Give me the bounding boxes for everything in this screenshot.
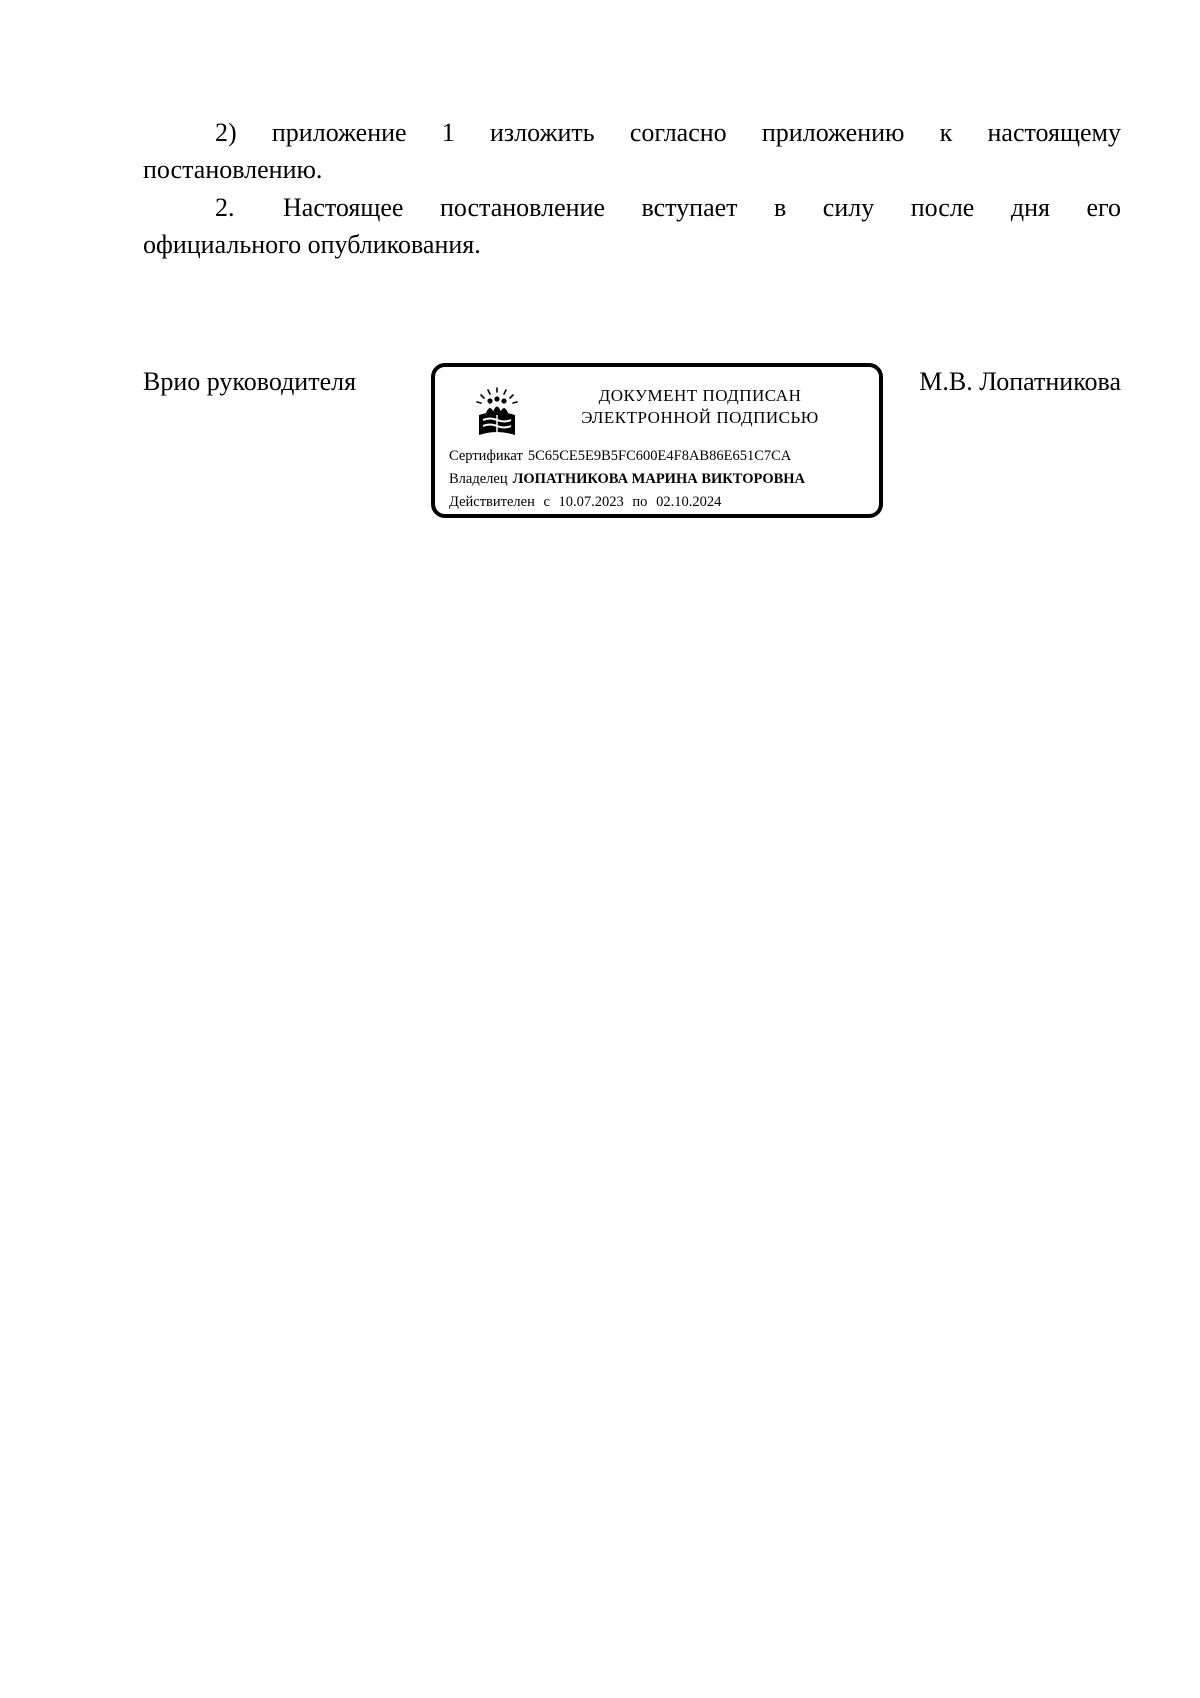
electronic-signature-stamp bbox=[431, 363, 883, 518]
valid-label: Действителен bbox=[449, 494, 535, 510]
signer-position: Врио руководителя bbox=[143, 367, 357, 396]
coat-of-arms-icon bbox=[471, 385, 523, 439]
paragraph-text-line2: официального опубликования. bbox=[143, 230, 481, 259]
valid-from-date: 10.07.2023 bbox=[558, 494, 624, 510]
certificate-label: Сертификат bbox=[449, 448, 523, 464]
valid-from-label: с bbox=[543, 494, 550, 510]
paragraph-number: 2) bbox=[215, 118, 237, 147]
valid-to-label: по bbox=[632, 494, 648, 510]
signer-name: М.В. Лопатникова bbox=[919, 367, 1121, 396]
certificate-value: 5C65CE5E9B5FC600E4F8AB86E651C7CA bbox=[527, 448, 792, 464]
paragraph-item-2-appendix bbox=[143, 114, 1121, 188]
paragraph-number: 2. bbox=[215, 193, 235, 222]
paragraph-text-line1: Настоящее постановление вступает в силу после дня его bbox=[283, 193, 1121, 222]
owner-label: Владелец bbox=[449, 471, 508, 487]
stamp-title-line2: ЭЛЕКТРОННОЙ ПОДПИСЬЮ bbox=[581, 408, 819, 427]
paragraph-text-line1: приложение 1 изложить согласно приложению к настоящему bbox=[271, 118, 1122, 147]
stamp-certificate-row bbox=[449, 446, 791, 466]
paragraph-text-line2: постановлению. bbox=[143, 155, 323, 184]
valid-to-date: 02.10.2024 bbox=[656, 494, 722, 510]
stamp-validity-row bbox=[449, 492, 721, 512]
stamp-owner-row bbox=[449, 469, 805, 489]
stamp-title-line1: ДОКУМЕНТ ПОДПИСАН bbox=[598, 386, 802, 405]
paragraph-entry-into-force bbox=[143, 189, 1121, 263]
owner-value: ЛОПАТНИКОВА МАРИНА ВИКТОРОВНА bbox=[512, 471, 806, 487]
